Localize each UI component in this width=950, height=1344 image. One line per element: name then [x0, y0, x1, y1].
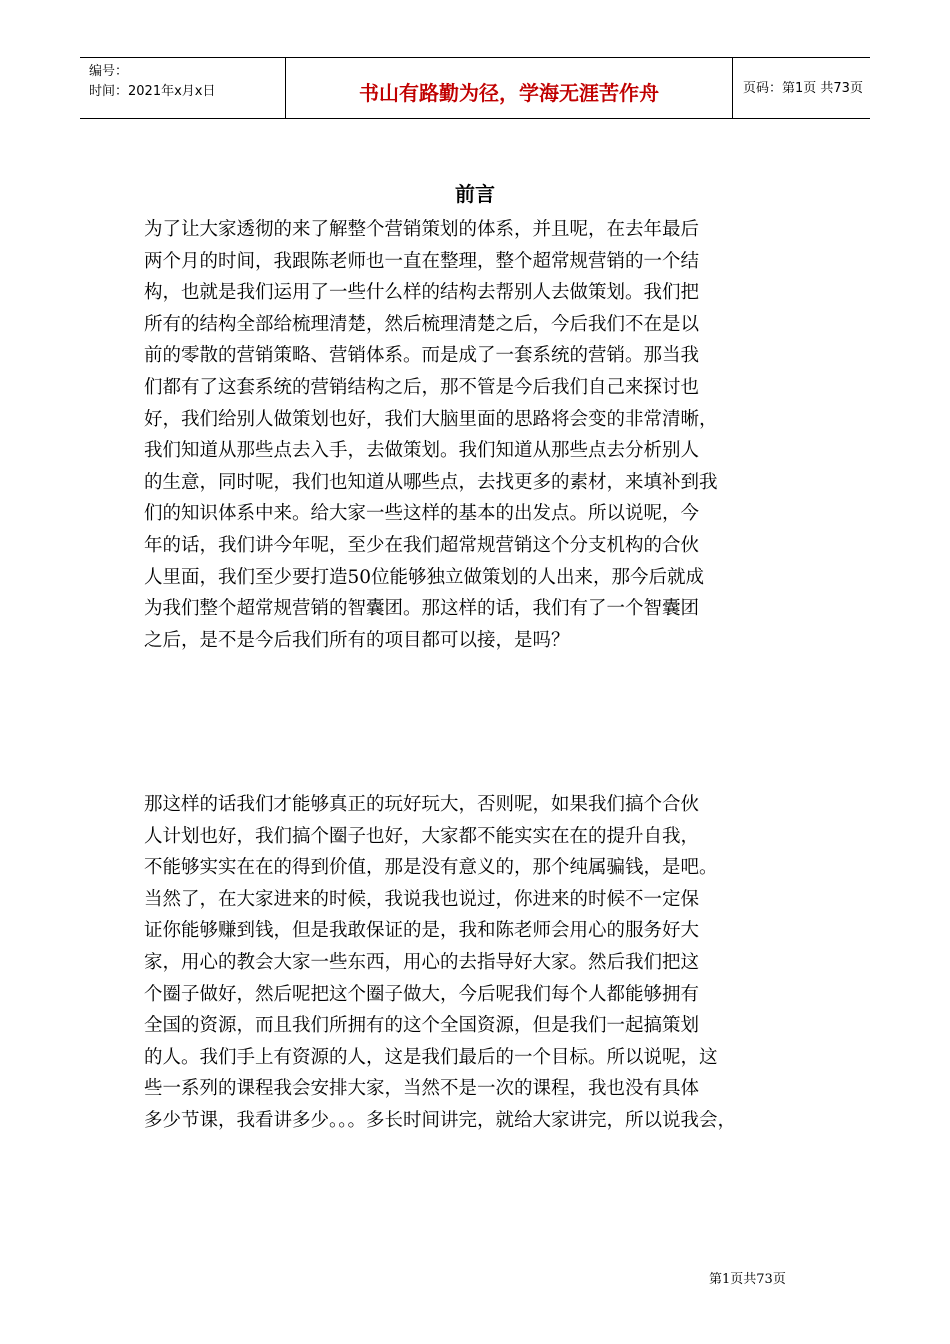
paragraph-line: 多少节课，我看讲多少。。。多长时间讲完，就给大家讲完，所以说我会， — [144, 1109, 737, 1131]
paragraph-line: 年的话，我们讲今年呢，至少在我们超常规营销这个分支机构的合伙 — [144, 534, 700, 556]
header-page-cell — [733, 58, 870, 118]
paragraph-line: 个圈子做好，然后呢把这个圈子做大，今后呢我们每个人都能够拥有 — [144, 983, 700, 1005]
paragraph-line: 那这样的话我们才能够真正的玩好玩大，否则呢，如果我们搞个合伙 — [144, 794, 700, 815]
paragraph-line: 们都有了这套系统的营销结构之后，那不管是今后我们自己来探讨也 — [144, 376, 700, 398]
document-header — [80, 57, 870, 119]
paragraph-line: 所有的结构全部给梳理清楚，然后梳理清楚之后，今后我们不在是以 — [144, 313, 700, 335]
paragraph-line: 之后，是不是今后我们所有的项目都可以接，是吗？ — [144, 629, 570, 651]
paragraph-line: 证你能够赚到钱，但是我敢保证的是，我和陈老师会用心的服务好大 — [144, 920, 700, 942]
paragraph-line: 好，我们给别人做策划也好，我们大脑里面的思路将会变的非常清晰， — [144, 408, 718, 430]
paragraph-line: 家，用心的教会大家一些东西，用心的去指导好大家。然后我们把这 — [144, 951, 700, 973]
paragraph-line: 构，也就是我们运用了一些什么样的结构去帮别人去做策划。我们把 — [144, 282, 700, 304]
document-time-label: 时间：2021年x月x日 — [89, 84, 216, 99]
paragraph-line: 为了让大家透彻的来了解整个营销策划的体系，并且呢，在去年最后 — [144, 219, 700, 240]
paragraph-line: 两个月的时间，我跟陈老师也一直在整理，整个超常规营销的一个结 — [144, 250, 700, 272]
paragraph-line: 人里面，我们至少要打造50位能够独立做策划的人出来，那今后就成 — [144, 566, 705, 588]
paragraph-line: 的生意，同时呢，我们也知道从哪些点，去找更多的素材，来填补到我 — [144, 471, 718, 493]
header-motto-cell — [285, 58, 733, 118]
paragraph-line: 不能够实实在在的得到价值，那是没有意义的，那个纯属骗钱，是吧。 — [144, 857, 718, 879]
document-number-label: 编号： — [89, 64, 129, 79]
header-page-code: 页码：第1页 共73页 — [743, 81, 863, 96]
paragraph-line: 全国的资源，而且我们所拥有的这个全国资源，但是我们一起搞策划 — [144, 1015, 700, 1037]
paragraph-line: 当然了，在大家进来的时候，我说我也说过，你进来的时候不一定保 — [144, 888, 700, 910]
paragraph-line: 我们知道从那些点去入手，去做策划。我们知道从那些点去分析别人 — [144, 440, 700, 462]
paragraph-line: 些一系列的课程我会安排大家，当然不是一次的课程，我也没有具体 — [144, 1078, 700, 1100]
page-footer: 第1页共73页 — [709, 1272, 786, 1287]
paragraph-1 — [144, 214, 814, 656]
paragraph-line: 前的零散的营销策略、营销体系。而是成了一套系统的营销。那当我 — [144, 345, 700, 367]
paragraph-line: 人计划也好，我们搞个圈子也好，大家都不能实实在在的提升自我， — [144, 825, 700, 847]
header-meta-cell — [80, 58, 285, 118]
header-motto: 书山有路勤为径，学海无涯苦作舟 — [359, 81, 659, 105]
paragraph-line: 的人。我们手上有资源的人，这是我们最后的一个目标。所以说呢，这 — [144, 1046, 718, 1068]
document-title: 前言 — [455, 182, 495, 206]
paragraph-2 — [144, 789, 814, 1137]
paragraph-line: 为我们整个超常规营销的智囊团。那这样的话，我们有了一个智囊团 — [144, 598, 700, 620]
paragraph-line: 们的知识体系中来。给大家一些这样的基本的出发点。所以说呢，今 — [144, 503, 700, 525]
